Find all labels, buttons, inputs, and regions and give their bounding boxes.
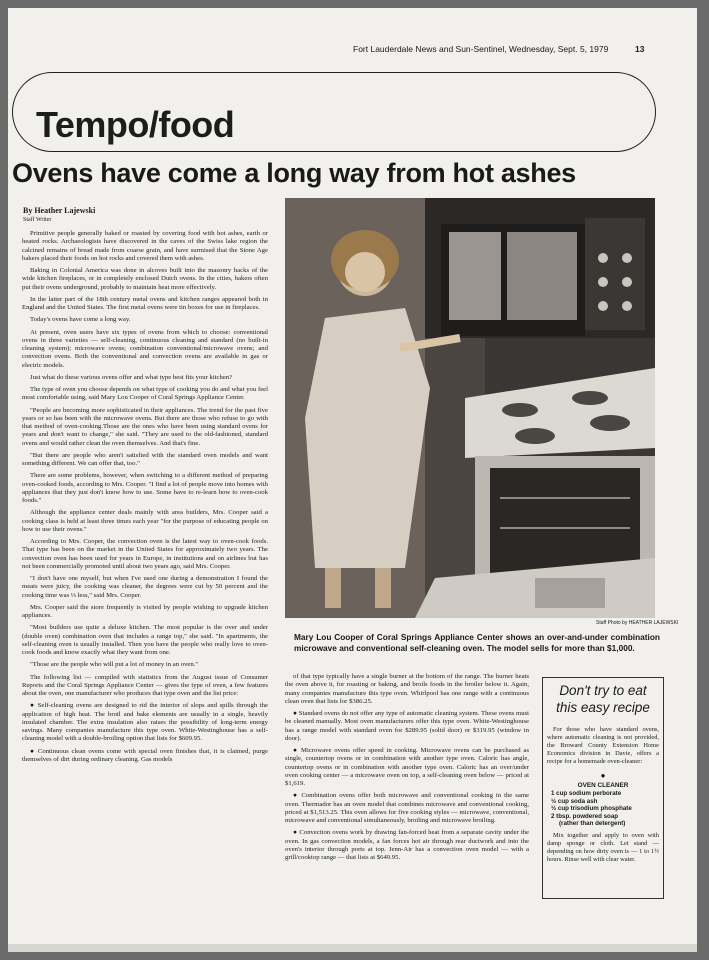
masthead (353, 44, 653, 54)
page-number: 13 (635, 44, 645, 54)
paragraph: "But there are people who aren't satisfied with the standard oven models and want something different. We can offer that, too." (22, 451, 268, 467)
paragraph: According to Mrs. Cooper, the convection oven is the latest way to oven-cook foods. That type has been on the market in the United States for approximately two years. The convection oven has been used for years in Europe, in institutions and on airlines but has not been commercially promoted until about two years ago, said Mrs. Cooper. (22, 538, 268, 570)
paragraph: Today's ovens have come a long way. (30, 316, 131, 324)
paragraph: "Those are the people who will put a lot of money in an oven." (30, 661, 199, 669)
paragraph: The type of oven you choose depends on what type of cooking you do and what you feel most comfortable using, said Mary Lou Cooper of Coral Springs Appliance Center. (22, 386, 268, 402)
paragraph: Just what do these various ovens offer and what type best fits your kitchen? (30, 373, 233, 381)
paragraph: ● Self-cleaning ovens are designed to rid the interior of slops and spills through the application of high heat. The broil and bake elements are usually in a single, heavily insulated chamber. The extra insulation also raises the possibility of long-term energy savings. Many companies manufacture this type oven. White-Westinghouse has a self-cleaning model with a double-broiling option that lists for $609.95. (22, 702, 268, 743)
paragraph: Baking in Colonial America was done in alcoves built into the masonry backs of the wide kitchen fireplaces, or in completely enclosed Dutch ovens. In the cities, bakers often put their ovens underground, probably to maintain heat more effectively. (22, 267, 268, 291)
photo-credit: Staff Photo by HEATHER LAJEWSKI (596, 620, 679, 626)
recipe-sidebar (542, 677, 664, 899)
paragraph: "People are becoming more sophisticated in their appliances. The trend for the past five years or so has been with the microwave ovens. But there are those who refuse to go with that method of oven-cooking.Those are the ones who have been using standard ovens for years and don't want to change," she said. "They are used to the old-fashioned, standard ovens and would rather clean the oven themselves. And that's fine. (22, 406, 268, 447)
paragraph: There are some problems, however, when switching to a different method of preparing oven-cooked foods, according to Mrs. Cooper. "I find a lot of people move into homes with appliances that they just don't know how to use. Some have to re-learn how to oven-cook foods." (22, 472, 268, 504)
photo-caption: Mary Lou Cooper of Coral Springs Appliance Center shows an over-and-under combination microwave and conventional self-cleaning oven. The model sells for more than $1,000. (294, 632, 660, 653)
paragraph: The following list — compiled with statistics from the August issue of Consumer Reports and the Coral Springs Appliance Center — gives the type of oven, a few features about the oven, one manufacturer who produces that type oven and the list price: (22, 673, 268, 697)
section-title: Tempo/food (36, 104, 235, 145)
paragraph: ● Convection ovens work by drawing fan-forced heat from a separate cavity under the oven. In gas convection models, a fan forces hot air through rear ductwork and into the oven's interior through ports at top. Jenn-Air has a convection oven model — with a grill/cooktop range — that lists at $649.95. (285, 829, 529, 861)
paragraph: "Most builders use quite a deluxe kitchen. The most popular is the over and under (double oven) combination oven that includes a range top," she said. "In apartments, the self-cleaning oven is usually installed. Then you have the people who really love to oven-cook foods and know exactly what they want from one. (22, 624, 268, 656)
byline-role: Staff Writer (23, 217, 52, 223)
oven-photo (285, 198, 655, 618)
paragraph: ● Microwave ovens offer speed in cooking. Microwave ovens can be purchased as single, countertop ovens or in combination with another type oven. Caloric has angle, countertop ovens or in combination with another type oven. Caloric has an over/under oven cooking center — a microwave oven on top, a self-cleaning oven below — priced at $1,619. (285, 747, 529, 787)
recipe-title: OVEN CLEANER (577, 782, 629, 789)
paragraph: of that type typically have a single burner at the bottom of the range. The burner heats the oven above it, for roasting or baking, and broils foods in the broiler below it. Again, many companies manufacture this type oven. Whirlpool has one range with a continuous clean oven that lists for $386.25. (285, 673, 529, 705)
paragraph: At present, oven users have six types of ovens from which to choose: conventional ovens in three varieties — self-cleaning, continuous cleaning and standard (no built-in cleaning system); microwave ovens; combination conventional/microwave ovens; and convection ovens. Both the conventional and convection ovens are available in gas or electric models. (22, 328, 268, 369)
bullet-icon: ● (600, 771, 606, 780)
paragraph: Although the appliance center deals mainly with area builders, Mrs. Cooper said a cooking class is held at least three times each year "for the purpose of educating people on how to use their ovens." (22, 509, 268, 533)
byline: By Heather Lajewski (23, 206, 96, 215)
ingredient: ½ cup soda ash (551, 797, 598, 805)
paragraph: "I don't have one myself, but when I've used one during a demonstration I found the meats were juicy, the cooking was cleaner, the degrees were cut by 50 percent and the cooking time was ⅓ less," said Mrs. Cooper. (22, 575, 268, 599)
paper-date: Fort Lauderdale News and Sun-Sentinel, Wednesday, Sept. 5, 1979 (353, 44, 609, 54)
sidebar-title: Don't try to eat this easy recipe (556, 683, 650, 715)
ingredient: 1 cup sodium perborate (551, 790, 622, 797)
paragraph: In the latter part of the 18th century metal ovens and kitchen ranges appeared both in England and the United States. The first metal ovens were tin boxes for use in fireplaces. (22, 295, 268, 311)
paragraph: Mrs. Cooper said the store frequently is visited by people wishing to upgrade kitchen appliances. (22, 603, 268, 619)
ingredient: (rather than detergent) (559, 820, 626, 827)
ingredient-list (547, 790, 659, 828)
ingredient: 2 tbsp. powdered soap (551, 812, 619, 820)
paragraph: ● Combination ovens offer both microwave and conventional cooking in the same oven. Thermador has an oven model that combines microwave and conventional cooking, priced at $1,513.25. This oven allows for five cooking styles — microwave, conventional, microwave and conventional simultaneously, broiling and microwave broiling. (285, 792, 529, 824)
recipe-directions: Mix together and apply to oven with damp sponge or cloth. Let stand — depending on how dirty oven is — 1 to 1½ hours. Rinse well with clear water. (547, 831, 659, 863)
headline: Ovens have come a long way from hot ashes (12, 158, 576, 188)
article-column-1 (22, 230, 268, 942)
paragraph: ● Continuous clean ovens come with special oven finishes that, it is claimed, purge themselves of dirt during ordinary cleaning. Gas models (22, 747, 268, 763)
article-column-2 (285, 673, 529, 943)
ingredient: ½ cup trisodium phosphate (551, 805, 632, 812)
sidebar-body (547, 726, 659, 864)
sidebar-intro: For those who have standard ovens, where automatic cleaning is not provided, the Broward County Extension Home Economics division in Davie, offers a recipe for a homemade oven-cleaner: (547, 726, 659, 765)
paragraph: Primitive people generally baked or roasted by covering food with hot ashes, earth or heated rocks. Archaeologists have discovered in the caves of the Swiss lake region the calcined remains of bread made from coarse grain, and have surmised that the Stone Age bakers placed their foods on hot rocks and covered them with ashes. (22, 230, 268, 262)
page-bottom-edge (8, 944, 697, 952)
oven-photo-illustration (285, 198, 655, 618)
newspaper-page (8, 8, 697, 952)
paragraph: ● Standard ovens do not offer any type of automatic cleaning system. These ovens must be cleaned manually. Most oven manufacturers offer this type oven. White-Westinghouse has a range model with standard oven for $289.95 (solid door) or $319.95 (window in door). (285, 710, 529, 742)
